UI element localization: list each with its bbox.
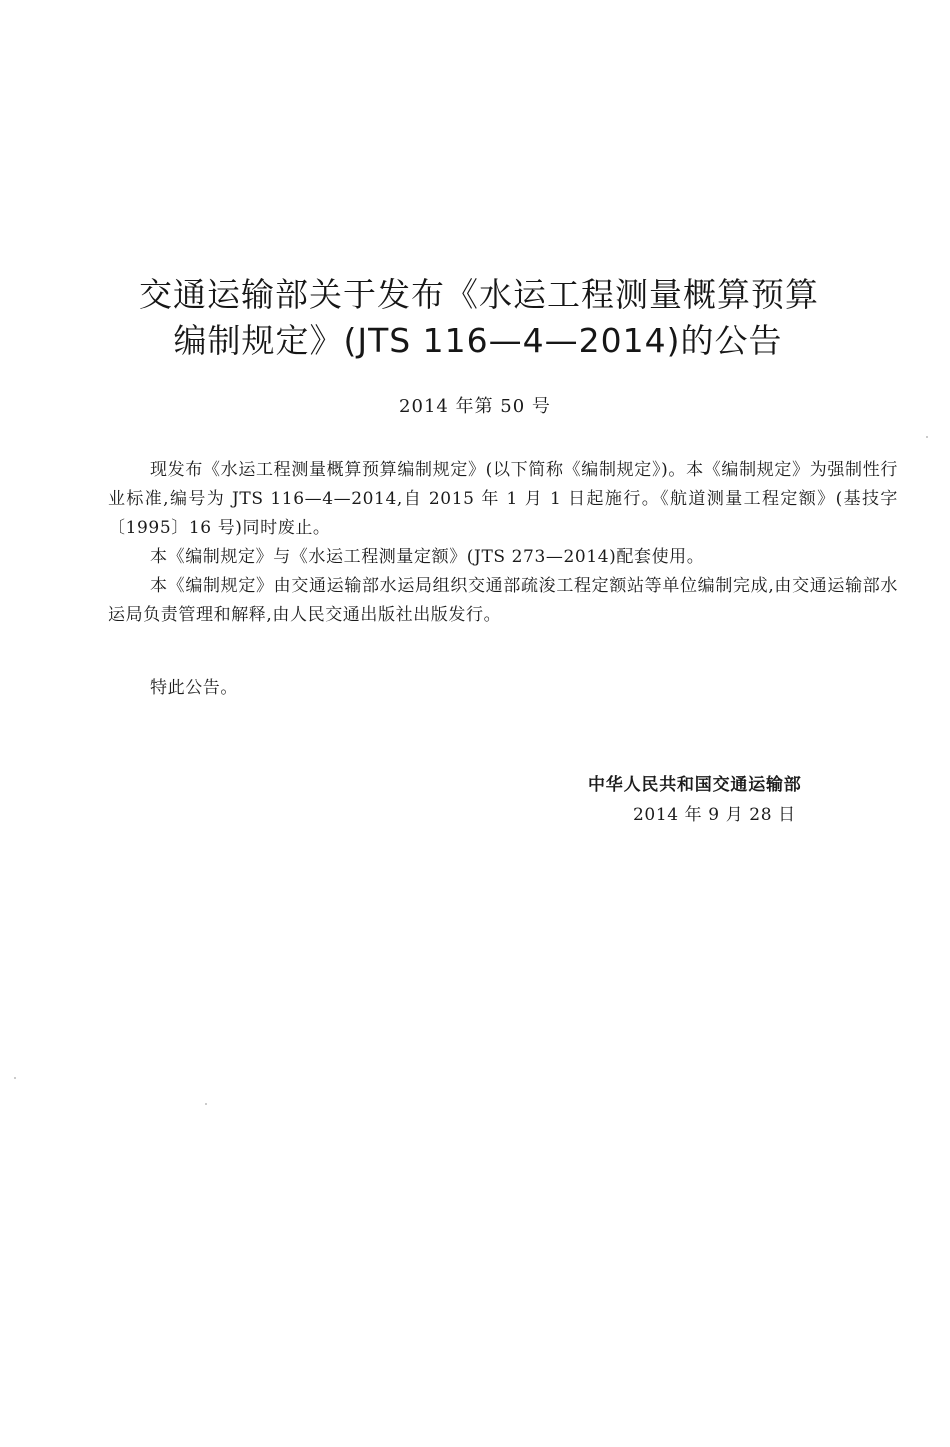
scan-speck <box>14 1077 16 1079</box>
paragraph-publication: 现发布《水运工程测量概算预算编制规定》(以下简称《编制规定》)。本《编制规定》为强制性行业标准,编号为 JTS 116—4—2014,自 2015 年 1 月 1 日起施行。《航道测量工程定额》(基技字〔1995〕16 号)同时废止。 <box>108 460 898 538</box>
paragraph-management: 本《编制规定》由交通运输部水运局组织交通部疏浚工程定额站等单位编制完成,由交通运输部水运局负责管理和解释,由人民交通出版社出版发行。 <box>108 576 898 625</box>
scan-speck <box>205 1103 207 1105</box>
scan-speck <box>926 436 928 438</box>
document-number: 2014 年第 50 号 <box>399 396 551 417</box>
signature-organization: 中华人民共和国交通运输部 <box>588 775 802 795</box>
title-line-1: 交通运输部关于发布《水运工程测量概算预算 <box>139 275 819 314</box>
paragraph-closing: 特此公告。 <box>150 678 238 698</box>
title-line-2: 编制规定》(JTS 116—4—2014)的公告 <box>173 321 783 360</box>
paragraph-usage: 本《编制规定》与《水运工程测量定额》(JTS 273—2014)配套使用。 <box>150 547 705 567</box>
signature-date: 2014 年 9 月 28 日 <box>633 805 796 825</box>
